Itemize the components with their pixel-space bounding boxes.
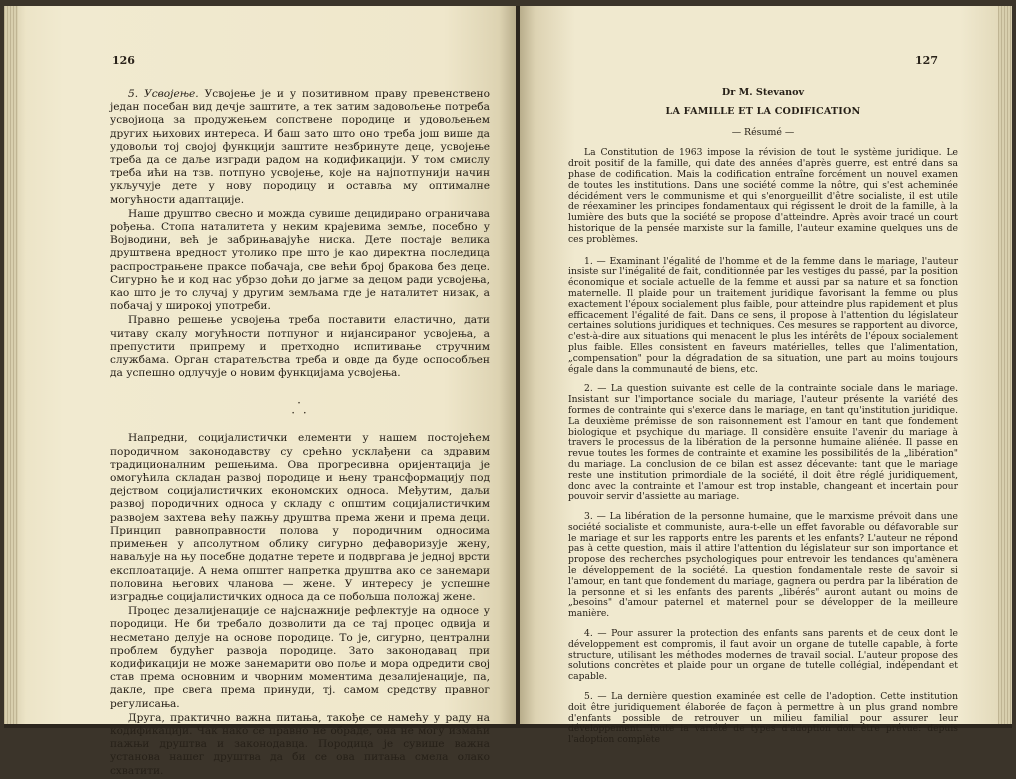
right-page — [520, 6, 1012, 746]
page-edges-right — [998, 6, 1012, 724]
paragraph: 4. — Pour assurer la protection des enfants sans parents et de ceux dont le développement est compromis, il faut avoir un organe de tutelle capable, à forte structure, utilisant les méthodes modernes de travail social. L'auteur propose des solutions concrètes et plaide pour un organe de tutelle collégial, indépendant et capable. — [568, 628, 958, 683]
paragraph: 3. — La libération de la personne humaine, que le marxisme prévoit dans une société socialiste et communiste, aura-t-elle un effet favorable ou défavorable sur le mariage et sur les rapports entre les parents et les enfants? L'auteur ne répond pas à cette question, mais il attire l'attention du législateur sur son importance et propose des recherches psychologiques pour entrevoir les tendances qu'amènera le développement de la société. La question fondamentale reste de savoir si l'amour, en tant que fondement du mariage, gagnera ou perdra par la libération de la personne et si les enfants des parents „libérés" auront autant ou moins de „besoins" d'amour paternel et maternel pour se développer de la meilleure manière. — [568, 511, 958, 620]
page-edges-left — [4, 6, 18, 724]
paragraph: Друга, практично важна питања, такође се намећу у раду на кодификацији. Чак нако се правно не обраде, она не могу измаћи пажњи друштва и законодавца. Породица је сувише важна установа нашег друштва да би се ова питања смела олако схватити. — [110, 711, 490, 777]
section-heading: 5. Усвојење. — [128, 88, 199, 100]
paragraph: Процес дезалијенације се најснажније рефлектује на односе у породици. Не би требало дозволити да се тај процес одвија и несметано делује на основе породице. То је, сигурно, централни проблем будућег развоја породице. Зато законодавац при кодификацији не може занемарити ово поље и мора одредити свој став према основним и чворним моментима дезалијенације, па, дакле, пре свега према принуди, тј. самом средству правног регулисања. — [110, 605, 490, 710]
left-page — [4, 6, 516, 777]
left-page-text — [110, 88, 490, 779]
paragraph: La Constitution de 1963 impose la révision de tout le système juridique. Le droit positif de la famille, qui date des années d'après guerre, est entré dans sa phase de codification. Mais la codification entraîne forcément un nouvel examen de toutes les institutions. Dans une société comme la nôtre, qui s'est acheminée décidément vers le communisme et qui s'enorgueillit d'être socialiste, il est utile de réexaminer les principes fondamentaux qui régissent le droit de la famille, à la lumière des buts que la société se propose d'atteindre. Après avoir tracé un court historique de la pensée marxiste sur la famille, l'auteur examine quelques uns de ces problèmes. — [568, 147, 958, 245]
right-page-text — [568, 88, 958, 755]
open-book — [4, 6, 1012, 777]
paragraph: 5. — La dernière question examinée est celle de l'adoption. Cette institution doit être juridiquement élaborée de façon à permettre à un plus grand nombre d'enfants possible de retrouver un milieu familial pour assurer leur développement. Toute la variété de types d'adoption doit être prévue: depuis l'adoption complète — [568, 691, 958, 746]
paragraph-text: Усвојење је и у позитивном праву превенствено један посебан вид дечје заштите, а тек затим задовољење потреба усвојиоца за продужењем сопствене породице и удовољењем других њихових интереса. И баш зато што оно треба још више да удовољи тој својој функцији заштите незбринуте деце, усвојење треба да се даље изгради радом на кодификацији. У том смислу треба ићи на тзв. потпуно усвојење, које на најпотпунији начин укључује дете у нову породицу и оставља му оптималне могућности адаптације. — [110, 88, 490, 206]
paragraph: Напредни, социјалистички елементи у нашем постојећем породичном законодавству су срећно усклађени са здравим традиционалним решењима. Ова прогресивна оријентација је омогућила складан развој породице и њену трансформацију под дејством социјалистичких економских односа. Међутим, даљи развој породичних односа у складу с општим социјалистичким развојем захтева већу пажњу друштва према жени и према деци. Принцип равноправности полова у породичним односима примењен у апсолутном облику сигурно дефаворизује жену, наваљује на њу посебне додатне терете и подвргава је једној врсти експлоатације. А нема општег напретка друштва ако се занемари половина његових чланова — жене. У интересу је успешне изградње социјалистичких односа да се побољша положај жене. — [110, 432, 490, 603]
paragraph: Правно решење усвојења треба поставити еластично, дати читаву скалу могућности потпуног и нијансираног усвојења, а препустити припрему и претходно испитивање стручним службама. Орган старатељства треба и овде да буде оспособљен да успешно одлучује о новим функцијама усвојења. — [110, 314, 490, 380]
page-number-left: 126 — [112, 54, 135, 67]
paragraph: Наше друштво свесно и можда сувише децидирано ограничава рођења. Стопа наталитета у неким крајевима земље, посебно у Војводини, већ је забрињавајуће ниска. Дете постаје велика друштвена вредност утолико пре што је као директна последица распрострањене праксе побачаја, све већи број бракова без деце. Сигурно ће и код нас убрзо доћи до јагме за децом ради усвојења, као што је то случај у другим земљама где је наталитет низак, а побачај у широкој употреби. — [110, 207, 490, 313]
paragraph: 1. — Examinant l'égalité de l'homme et de la femme dans le mariage, l'auteur insiste sur l'inégalité de fait, conditionnée par les vestiges du passé, par la position économique et sociale actuelle de la femme et aussi par sa nature et sa fonction maternelle. Il plaide pour un traitement juridique favorisant la femme ou plus exactement l'époux socialement plus faible, pour atteindre plus rapidement et plus efficacement l'égalité de fait. Dans ce sens, il propose à l'attention du législateur certaines solutions juridiques et techniques. Ces mesures se rapportent au divorce, c'est-à-dire aux situations qui menacent le plus les intérêts de l'époux socialement plus faible. Elles consistent en faveurs matérielles, telles que l'alimentation, „compensation" pour la dégradation de sa situation, une part au moins toujours égale dans la communauté de biens, etc. — [568, 255, 958, 375]
article-title: LA FAMILLE ET LA CODIFICATION — [665, 105, 861, 117]
page-number-right: 127 — [915, 54, 938, 67]
article-subtitle: — Résumé — — [731, 126, 795, 138]
paragraph — [110, 88, 490, 207]
paragraph: 2. — La question suivante est celle de la contrainte sociale dans le mariage. Insistant sur l'importance sociale du mariage, l'auteur présente la variété des formes de contrainte qui s'exerce dans le mariage, en tant qu'institution juridique. La deuxième prémisse de son raisonnement est l'amour en tant que fondement biologique et psychique du mariage. Il considère ensuite l'avenir du mariage à travers le processus de la libération de la personne humaine aliénée. Il passe en revue toutes les formes de contrainte et examine les possibilités de la „libération" du mariage. La conclusion de ce bilan est assez décevante: tant que le mariage reste une institution primordiale de la société, il doit être réglé juridiquement, donc avec la contrainte et l'amour est trop instable, changeant et incertain pour pouvoir servir d'assiette au mariage. — [568, 383, 958, 503]
section-separator: · · · — [291, 396, 309, 421]
article-author: Dr M. Stevanov — [721, 87, 805, 98]
